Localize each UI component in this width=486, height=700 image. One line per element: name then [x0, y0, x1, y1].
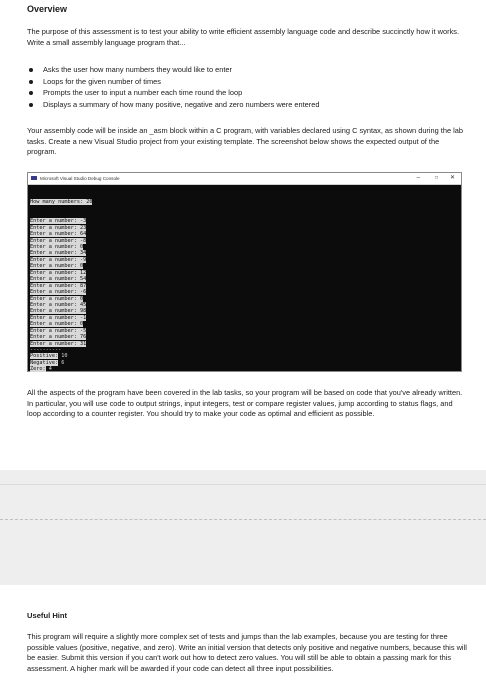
console-entry-prompt: Enter a number:: [30, 289, 80, 296]
requirement-item: Displays a summary of how many positive, negative and zero numbers were entered: [27, 99, 457, 111]
console-entry-prompt: Enter a number:: [30, 308, 80, 315]
console-app-icon: [31, 176, 37, 180]
overview-heading: Overview: [27, 4, 68, 14]
console-entry-line: [30, 308, 92, 314]
console-entry-prompt: Enter a number:: [30, 327, 80, 334]
console-entry-prompt: Enter a number:: [30, 334, 80, 341]
dashed-divider: [0, 519, 486, 520]
console-entry-line: [30, 231, 92, 237]
console-entry-prompt: Enter a number:: [30, 237, 80, 244]
console-summary-label: Negative:: [30, 359, 59, 366]
console-entry-value: 34: [79, 250, 87, 257]
requirement-item: Prompts the user to input a number each time round the loop: [27, 87, 457, 99]
hint-heading: Useful Hint: [27, 611, 68, 620]
console-entry-value: 31: [79, 340, 87, 347]
console-entry-value: 0: [79, 321, 84, 328]
console-entry-value: 12: [79, 269, 87, 276]
console-entry-prompt: Enter a number:: [30, 263, 80, 270]
console-entry-prompt: Enter a number:: [30, 231, 80, 238]
console-entry-value: 87: [79, 282, 87, 289]
console-entry-line: [30, 334, 92, 340]
console-count-line: [30, 199, 92, 205]
section-divider-band: [0, 470, 486, 585]
console-entry-prompt: Enter a number:: [30, 314, 80, 321]
requirements-list: [27, 64, 457, 110]
context-paragraph: Your assembly code will be inside an _asm block within a C program, with variables declared using C syntax, as shown during the lab tasks. Create a new Visual Studio project from your existing template. The screenshot below shows the expected output of the program.: [27, 126, 463, 156]
console-entry-line: [30, 289, 92, 295]
console-entry-prompt: Enter a number:: [30, 340, 80, 347]
console-entry-prompt: Enter a number:: [30, 269, 80, 276]
console-summary-line: [30, 366, 92, 372]
console-separator: ----------: [30, 347, 62, 353]
hint-paragraph: This program will require a slightly more complex set of tests and jumps than the lab examples, because you are testing for three possible values (positive, negative, and zero). Write an initial version that detects only positive and negative numbers, because this will be easier. Submit this version if you can't work out how to detect zero values. You will still be able to obtain a passing mark for this assessment. A higher mark will be awarded if your code can detect all three input possibilities.: [27, 632, 467, 673]
requirement-item: Asks the user how many numbers they would like to enter: [27, 64, 457, 76]
console-entry-value: 54: [79, 276, 87, 283]
console-entry-line: [30, 218, 92, 224]
console-entry-value: -3: [79, 218, 87, 225]
divider-line: [0, 484, 486, 485]
console-entry-line: [30, 321, 92, 327]
console-summary-value: 6: [61, 359, 65, 366]
close-icon: ✕: [449, 175, 455, 181]
console-entry-prompt: Enter a number:: [30, 256, 80, 263]
console-entry-value: 0: [79, 263, 84, 270]
console-summary-value: 10: [61, 353, 68, 360]
console-screenshot: [27, 172, 462, 372]
console-entry-prompt: Enter a number:: [30, 244, 80, 250]
console-entry-prompt: Enter a number:: [30, 250, 80, 257]
console-titlebar: [28, 173, 461, 185]
console-entry-value: -5: [79, 327, 87, 334]
console-entry-prompt: Enter a number:: [30, 218, 80, 225]
console-entry-prompt: Enter a number:: [30, 301, 80, 308]
console-count-prompt: How many numbers: 20: [30, 198, 93, 205]
console-entry-value: 64: [79, 231, 87, 238]
console-entry-value: 23: [79, 224, 87, 231]
minimize-icon: –: [416, 175, 420, 181]
console-entry-value: 0: [79, 295, 84, 302]
console-entry-value: -8: [79, 237, 87, 244]
console-entry-value: -9: [79, 256, 87, 263]
details-paragraph: All the aspects of the program have been covered in the lab tasks, so your program will be based on code that you've already written. In particular, you will use code to output strings, input integers, test or compare register values, jump according to status flags, and loop according to a counter register. You should try to make your code as optimal and efficient as possible.: [27, 388, 463, 418]
console-entry-prompt: Enter a number:: [30, 276, 80, 283]
console-entry-line: [30, 276, 92, 282]
console-entry-value: -6: [79, 289, 87, 296]
console-summary-label: Positive:: [30, 353, 59, 360]
console-entry-prompt: Enter a number:: [30, 295, 80, 302]
console-entry-value: 45: [79, 301, 87, 308]
console-output: [30, 186, 92, 373]
console-entry-prompt: Enter a number:: [30, 321, 80, 328]
console-entry-value: 0: [79, 244, 84, 250]
requirement-item: Loops for the given number of times: [27, 76, 457, 88]
console-entry-value: -1: [79, 314, 87, 321]
console-summary-label: Zero:: [30, 366, 46, 373]
console-summary-value: 4: [48, 366, 52, 373]
console-entry-prompt: Enter a number:: [30, 224, 80, 231]
intro-paragraph: The purpose of this assessment is to test your ability to write efficient assembly language code and describe succinctly how it works. Write a small assembly language program that...: [27, 27, 460, 47]
console-entry-value: 98: [79, 308, 87, 315]
console-window-title: Microsoft Visual Studio Debug Console: [40, 176, 120, 181]
console-entry-line: [30, 263, 92, 269]
console-entry-line: [30, 250, 92, 256]
console-entry-value: 76: [79, 334, 87, 341]
maximize-icon: □: [434, 175, 438, 181]
console-entry-line: [30, 296, 92, 302]
console-entry-prompt: Enter a number:: [30, 282, 80, 289]
